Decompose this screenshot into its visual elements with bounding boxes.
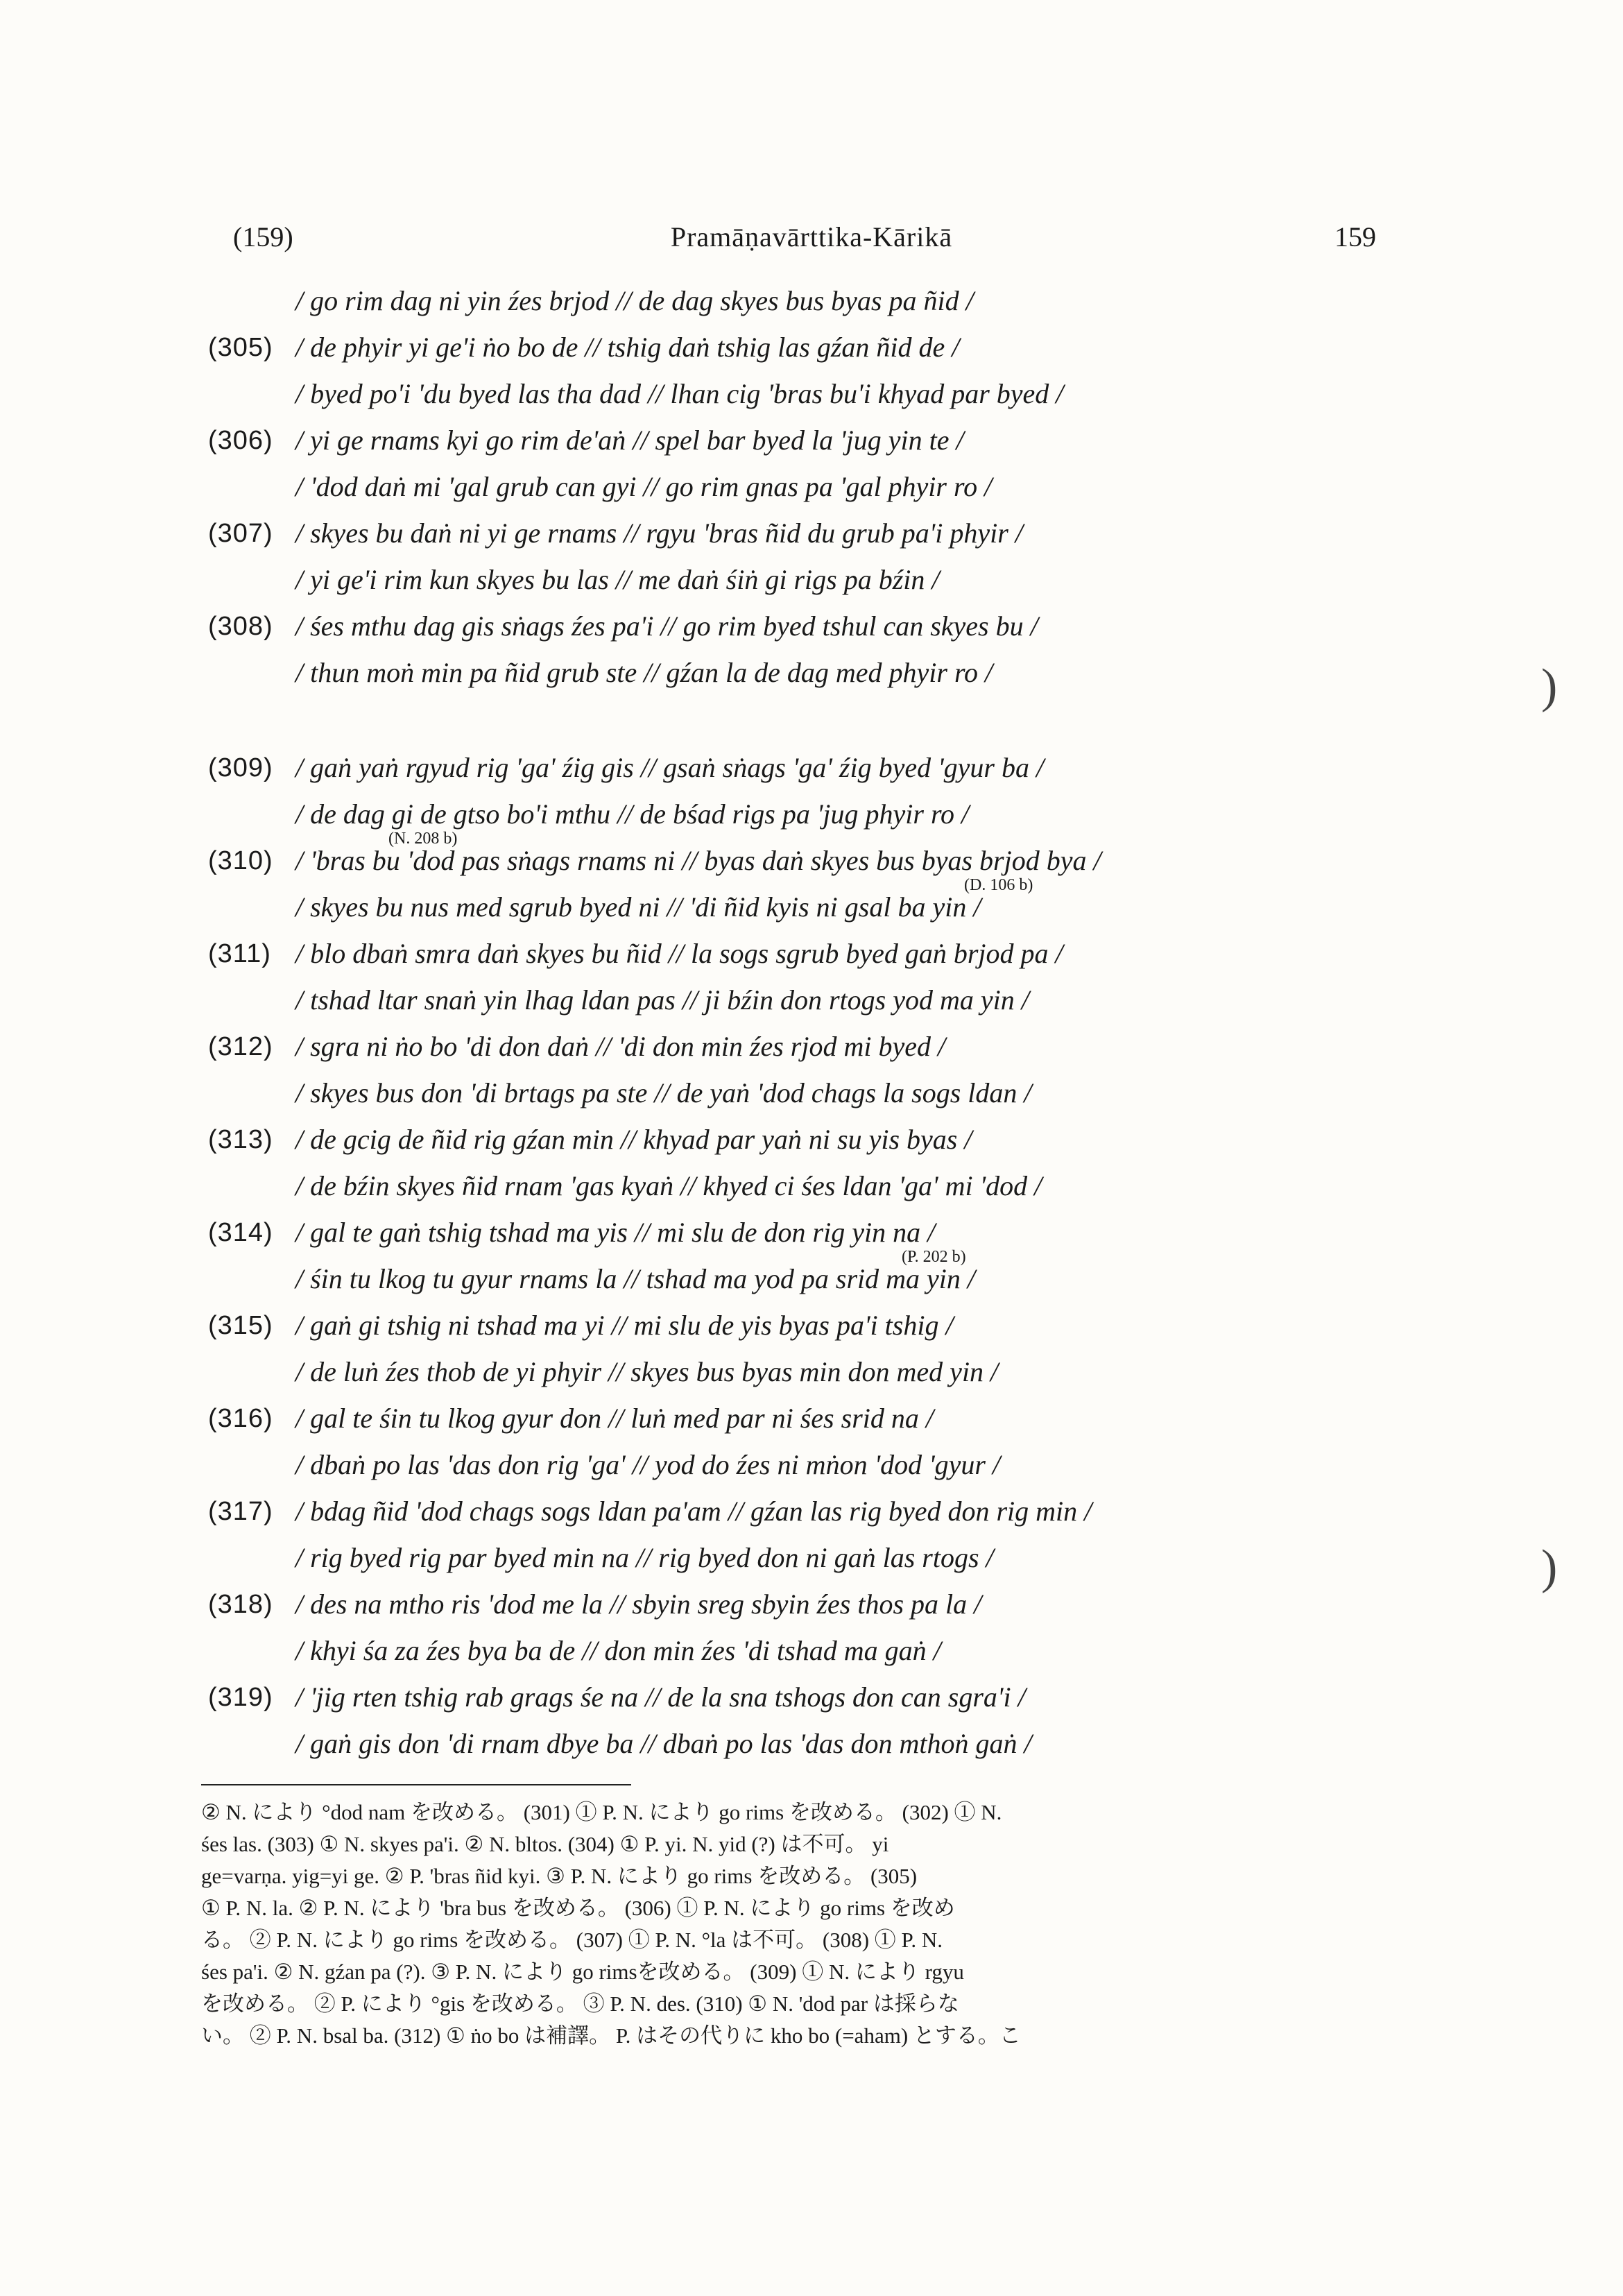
verse-line [0, 1258, 1623, 1300]
verse-text: / de luṅ źes thob de yi phyir // skyes bus byas min don med yin / [295, 1356, 999, 1387]
verse-line [0, 794, 1623, 835]
verse-text: / gaṅ yaṅ rgyud rig 'ga' źig gis // gsaṅ sṅags 'ga' źig byed 'gyur ba / [295, 752, 1045, 783]
verse-line [0, 606, 1623, 647]
verse-number: (317) [208, 1497, 273, 1526]
verse-line [0, 1677, 1623, 1718]
verse-line [0, 1491, 1623, 1532]
verse-text: / tshad ltar snaṅ yin lhag ldan pas // ji bźin don rtogs yod ma yin / [295, 984, 1029, 1016]
verse-line [0, 1026, 1623, 1068]
verse-number: (310) [208, 846, 273, 875]
verse-number: (318) [208, 1590, 273, 1619]
verse-line [0, 933, 1623, 975]
verse-line [0, 1584, 1623, 1625]
verse-text: / go rim dag ni yin źes brjod // de dag skyes bus byas pa ñid / [295, 285, 974, 316]
verse-text: / 'bras bu 'dod pas sṅags rnams ni // byas daṅ skyes bus byas brjod bya / [295, 845, 1101, 876]
verse-line [0, 559, 1623, 601]
footnote-line: śes las. (303) ① N. skyes pa'i. ② N. bltos. (304) ① P. yi. N. yid (?) は不可。 yi [201, 1832, 889, 1856]
verse-text: / yi ge'i rim kun skyes bu las // me daṅ śiṅ gi rigs pa bźin / [295, 564, 940, 595]
verse-text: / de phyir yi ge'i ṅo bo de // tshig daṅ tshig las gźan ñid de / [295, 332, 960, 363]
running-title: Pramāṇavārttika-Kārikā [670, 221, 953, 252]
verse-text: / khyi śa za źes bya ba de // don min źes 'di tshad ma gaṅ / [295, 1635, 941, 1666]
verse-text: / de dag gi de gtso bo'i mthu // de bśad rigs pa 'jug phyir ro / [295, 798, 970, 830]
verse-text: / 'dod daṅ mi 'gal grub can gyi // go rim gnas pa 'gal phyir ro / [295, 471, 993, 502]
verse-line [0, 1630, 1623, 1672]
verse-text: / 'jig rten tshig rab grags śe na // de la sna tshogs don can sgra'i / [295, 1681, 1026, 1713]
verse-number: (316) [208, 1404, 273, 1433]
verse-text: / blo dbaṅ smra daṅ skyes bu ñid // la sogs sgrub byed gaṅ brjod pa / [295, 938, 1063, 969]
verse-line [0, 327, 1623, 368]
verse-text: / śin tu lkog tu gyur rnams la // tshad ma yod pa srid ma yin / [295, 1263, 975, 1294]
verse-text: / gal te śin tu lkog gyur don // luṅ med par ni śes srid na / [295, 1403, 934, 1434]
verse-number: (306) [208, 426, 273, 455]
page-number-left: (159) [233, 221, 293, 252]
footnote-line: ① P. N. la. ② P. N. により 'bra bus を改める。 (306) ① P. N. により go rims を改め [201, 1896, 955, 1920]
verse-text: / bdag ñid 'dod chags sogs ldan pa'am // gźan las rig byed don rig min / [295, 1496, 1092, 1527]
footnotes [201, 1797, 1394, 2052]
verse-line [0, 1165, 1623, 1207]
verse-number: (305) [208, 333, 273, 362]
verse-number: (313) [208, 1125, 273, 1154]
verse-number: (319) [208, 1683, 273, 1712]
verse-line [0, 1723, 1623, 1765]
verse-number: (315) [208, 1311, 273, 1340]
verse-number: (311) [208, 939, 271, 968]
verse-number: (312) [208, 1032, 273, 1061]
verse-line [0, 420, 1623, 461]
verse-number: (314) [208, 1218, 273, 1247]
verse-number: (307) [208, 519, 273, 548]
verse-text: / byed po'i 'du byed las tha dad // lhan cig 'bras bu'i khyad par byed / [295, 378, 1064, 409]
verse-text: / skyes bus don 'di brtags pa ste // de yaṅ 'dod chags la sogs ldan / [295, 1077, 1032, 1108]
verse-line [0, 466, 1623, 508]
verse-text: / dbaṅ po las 'das don rig 'ga' // yod do źes ni mṅon 'dod 'gyur / [295, 1449, 1001, 1480]
verse-line [0, 747, 1623, 789]
folio-reference: (N. 208 b) [388, 830, 458, 848]
footnote-line: ② N. により °dod nam を改める。 (301) ① P. N. により go rims を改める。 (302) ① N. [201, 1800, 1002, 1824]
verse-line [0, 1212, 1623, 1253]
verse-line [0, 1398, 1623, 1439]
verse-line [0, 1119, 1623, 1160]
verse-line [0, 886, 1623, 928]
folio-reference: (P. 202 b) [902, 1248, 966, 1266]
verse-text: / śes mthu dag gis sṅags źes pa'i // go rim byed tshul can skyes bu / [295, 610, 1038, 642]
verse-text: / gaṅ gi tshig ni tshad ma yi // mi slu de yis byas pa'i tshig / [295, 1310, 954, 1341]
verse-text: / skyes bu nus med sgrub byed ni // 'di ñid kyis ni gsal ba yin / [295, 891, 981, 923]
margin-mark: ) [1541, 660, 1558, 713]
page-number-right: 159 [1334, 221, 1376, 252]
verse-number: (309) [208, 753, 273, 782]
footnote-line: を改める。 ② P. により °gis を改める。 ③ P. N. des. (310) ① N. 'dod par は採らな [201, 1991, 959, 2016]
footnote-line: る。 ② P. N. により go rims を改める。 (307) ① P. N. °la は不可。 (308) ① P. N. [201, 1928, 943, 1952]
margin-mark: ) [1541, 1541, 1558, 1594]
footnote-line: śes pa'i. ② N. gźan pa (?). ③ P. N. により go rimsを改める。 (309) ① N. により rgyu [201, 1960, 964, 1984]
verse-line [0, 513, 1623, 554]
verse-text: / de bźin skyes ñid rnam 'gas kyaṅ // khyed ci śes ldan 'ga' mi 'dod / [295, 1170, 1042, 1201]
verse-number: (308) [208, 612, 273, 641]
verse-line [0, 1305, 1623, 1346]
verse-line [0, 840, 1623, 882]
verse-text: / yi ge rnams kyi go rim de'aṅ // spel bar byed la 'jug yin te / [295, 425, 964, 456]
verse-line [0, 373, 1623, 415]
footnote-line: い。 ② P. N. bsal ba. (312) ① ṅo bo は補譯。 P. はその代りに kho bo (=aham) とする。こ [201, 2023, 1021, 2048]
verse-text: / de gcig de ñid rig gźan min // khyad par yaṅ ni su yis byas / [295, 1124, 972, 1155]
verse-text: / gaṅ gis don 'di rnam dbye ba // dbaṅ po las 'das don mthoṅ gaṅ / [295, 1728, 1032, 1759]
verse-text: / thun moṅ min pa ñid grub ste // gźan la de dag med phyir ro / [295, 657, 993, 688]
verse-text: / rig byed rig par byed min na // rig byed don ni gaṅ las rtogs / [295, 1542, 994, 1573]
verse-text: / gal te gaṅ tshig tshad ma yis // mi slu de don rig yin na / [295, 1217, 936, 1248]
verse-text: / sgra ni ṅo bo 'di don daṅ // 'di don min źes rjod mi byed / [295, 1031, 946, 1062]
verse-line [0, 1444, 1623, 1486]
verse-line [0, 979, 1623, 1021]
footnote-rule [201, 1784, 631, 1785]
verse-text: / des na mtho ris 'dod me la // sbyin sreg sbyin źes thos pa la / [295, 1588, 982, 1620]
verse-line [0, 1072, 1623, 1114]
verse-line [0, 652, 1623, 694]
footnote-line: ge=varṇa. yig=yi ge. ② P. 'bras ñid kyi. ③ P. N. により go rims を改める。 (305) [201, 1864, 918, 1888]
verse-line [0, 1351, 1623, 1393]
verse-line [0, 1537, 1623, 1579]
verse-text: / skyes bu daṅ ni yi ge rnams // rgyu 'bras ñid du grub pa'i phyir / [295, 517, 1023, 549]
folio-reference: (D. 106 b) [964, 876, 1033, 894]
verse-line [0, 280, 1623, 322]
